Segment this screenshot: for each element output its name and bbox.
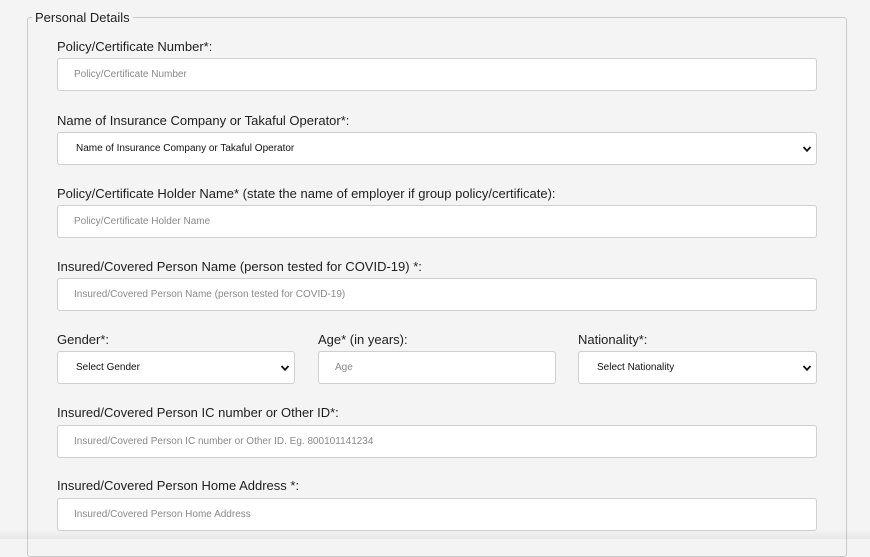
insurance-company-select[interactable] — [57, 132, 817, 165]
bottom-shadow — [0, 529, 870, 539]
holder-name-label: Policy/Certificate Holder Name* (state the name of employer if group policy/certificate): — [57, 186, 556, 201]
insured-name-input[interactable]: Insured/Covered Person Name (person tested for COVID-19) — [57, 278, 817, 311]
nationality-selected-value: Select Nationality — [597, 362, 674, 373]
insurance-company-selected-value: Name of Insurance Company or Takaful Operator — [76, 143, 294, 154]
ic-number-label: Insured/Covered Person IC number or Other ID*: — [57, 405, 339, 420]
gender-select[interactable] — [57, 351, 295, 384]
gender-selected-value: Select Gender — [76, 362, 140, 373]
gender-label: Gender*: — [57, 332, 109, 347]
age-label: Age* (in years): — [318, 332, 408, 347]
home-address-input[interactable]: Insured/Covered Person Home Address — [57, 498, 817, 531]
chevron-down-icon — [802, 363, 812, 373]
nationality-select[interactable] — [578, 351, 817, 384]
policy-number-input[interactable]: Policy/Certificate Number — [57, 58, 817, 91]
ic-number-input[interactable]: Insured/Covered Person IC number or Other ID. Eg. 800101141234 — [57, 425, 817, 458]
home-address-label: Insured/Covered Person Home Address *: — [57, 478, 299, 493]
policy-number-label: Policy/Certificate Number*: — [57, 39, 212, 54]
chevron-down-icon — [280, 363, 290, 373]
insurance-company-label: Name of Insurance Company or Takaful Operator*: — [57, 113, 349, 128]
nationality-label: Nationality*: — [578, 332, 647, 347]
age-input[interactable]: Age — [318, 351, 556, 384]
section-legend: Personal Details — [32, 10, 133, 25]
insured-name-label: Insured/Covered Person Name (person tested for COVID-19) *: — [57, 259, 422, 274]
chevron-down-icon — [802, 144, 812, 154]
holder-name-input[interactable]: Policy/Certificate Holder Name — [57, 205, 817, 238]
